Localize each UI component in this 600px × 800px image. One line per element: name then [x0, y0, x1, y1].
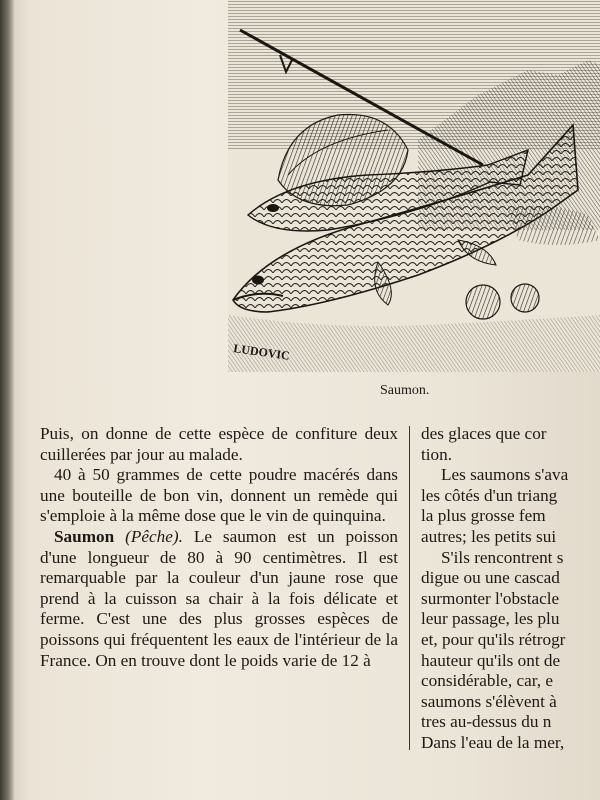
right-line: la plus grosse fem — [421, 506, 546, 526]
right-line: saumons s'élèvent à — [421, 691, 557, 711]
figure-caption: Saumon. — [380, 383, 430, 398]
paragraph-poudre: 40 à 50 grammes de cette poudre macérés dans une bouteille de bon vin, donnent un remède qui s'emploie à la même dose que le vin de quinquina. — [40, 465, 398, 526]
book-gutter — [0, 0, 14, 800]
svg-text:LUDOVIC: LUDOVIC — [232, 341, 291, 363]
right-line: S'ils rencontrent s — [441, 547, 564, 567]
paragraph-saumon — [40, 527, 398, 671]
right-line: leur passage, les plu — [421, 609, 560, 629]
right-text-column — [421, 424, 600, 754]
right-line: Dans l'eau de la mer, — [421, 732, 565, 752]
column-divider — [409, 426, 410, 750]
right-line: des glaces que cor — [421, 424, 547, 443]
right-line: hauteur qu'ils ont de — [421, 650, 561, 670]
entry-text: Le saumon est un poisson d'une longueur de 80 à 90 centimètres. Il est remarquable par la couleur d'un jaune rose que prend à la cuisson sa chair à la fois délicate et ferme. C'est une des plus grosses espèces de poissons qui fréquentent les eaux de l'intérieur de la France. On en trouve dont le poids varie de 12 à — [40, 526, 399, 670]
right-line: Les saumons s'ava — [441, 465, 569, 485]
right-line: digue ou une cascad — [421, 568, 560, 588]
right-line: les côtés d'un triang — [421, 485, 558, 505]
right-line: et, pour qu'ils rétrogr — [421, 629, 566, 649]
right-line: tres au-dessus du n — [421, 712, 552, 732]
right-line: autres; les petits sui — [421, 526, 557, 546]
entry-heading: Saumon — [54, 526, 115, 546]
left-text-column — [40, 424, 398, 671]
entry-subheading: (Pêche). — [125, 526, 183, 546]
right-line: surmonter l'obstacle — [421, 588, 560, 608]
paragraph-confiture: Puis, on donne de cette espèce de confiture deux cuillerées par jour au malade. — [40, 424, 398, 464]
right-line: considérable, car, e — [421, 671, 553, 691]
salmon-engraving — [228, 0, 600, 372]
right-line: tion. — [421, 444, 453, 464]
